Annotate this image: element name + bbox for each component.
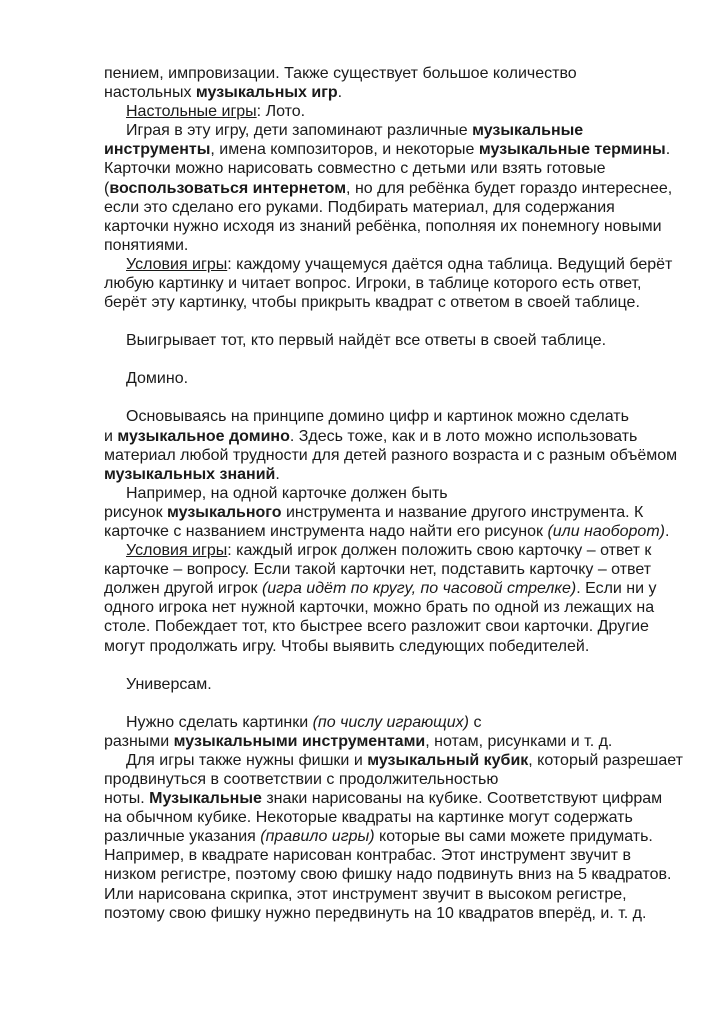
document-page	[104, 64, 684, 923]
heading-board-games: Настольные игры: Лото.	[126, 103, 306, 121]
heading-domino: Домино.	[126, 370, 189, 388]
paragraph-intro: пением, импровизации. Также существует большое количество настольных музыкальных игр.	[104, 65, 577, 102]
heading-universam: Универсам.	[126, 675, 212, 693]
paragraph-universam-cards: Нужно сделать картинки (по числу играющих) с разными музыкальными инструментами, нотам, рисунками и т. д.	[104, 713, 613, 750]
paragraph-loto-description: Играя в эту игру, дети запоминают различные музыкальные инструменты, имена композиторов, и некоторые музыкальные термины. Карточки можно нарисовать совместно с детьми или взять готовые (воспользоваться интернетом, но для ребёнка будет гораздо интереснее, если это сделано его руками. Подбирать материал, для содержания карточки нужно исходя из знаний ребёнка, пополняя их понемногу новыми понятиями.	[104, 122, 673, 254]
paragraph-domino-example: Например, на одной карточке должен быть рисунок музыкального инструмента и название другого инструмента. К карточке с названием инструмента надо найти его рисунок (или наоборот).	[104, 484, 670, 540]
paragraph-domino-rules: Условия игры: каждый игрок должен положить свою карточку – ответ к карточке – вопросу. Если такой карточки нет, подставить карточку – ответ должен другой игрок (игра идёт по кругу, по часовой стрелке). Если ни у одного игрока нет нужной карточки, можно брать по одной из лежащих на столе. Побеждает тот, кто быстрее всего разложит свои карточки. Другие могут продолжать игру. Чтобы выявить следующих победителей.	[104, 542, 657, 655]
paragraph-domino-description: Основываясь на принципе домино цифр и картинок можно сделать и музыкальное домино. Здесь тоже, как и в лото можно использовать материал любой трудности для детей разного возраста и с разным объёмом музыкальных знаний.	[104, 408, 678, 483]
paragraph-loto-winner: Выигрывает тот, кто первый найдёт все ответы в своей таблице.	[126, 332, 607, 350]
paragraph-loto-rules: Условия игры: каждому учащемуся даётся одна таблица. Ведущий берёт любую картинку и читает вопрос. Игроки, в таблице которого есть ответ, берёт эту картинку, чтобы прикрыть квадрат с ответом в своей таблице.	[104, 255, 673, 312]
paragraph-universam-rules: Для игры также нужны фишки и музыкальный кубик, который разрешает продвинуться в соответствии с продолжительностью ноты. Музыкальные знаки нарисованы на кубике. Соответствуют цифрам на обычном кубике. Некоторые квадраты на картинке могут содержать различные указания (правило игры) которые вы сами можете придумать. Например, в квадрате нарисован контрабас. Этот инструмент звучит в низком регистре, поэтому свою фишку надо подвинуть вниз на 5 квадратов. Или нарисована скрипка, этот инструмент звучит в высоком регистре, поэтому свою фишку нужно передвинуть на 10 квадратов вперёд, и. т. д.	[104, 751, 683, 922]
